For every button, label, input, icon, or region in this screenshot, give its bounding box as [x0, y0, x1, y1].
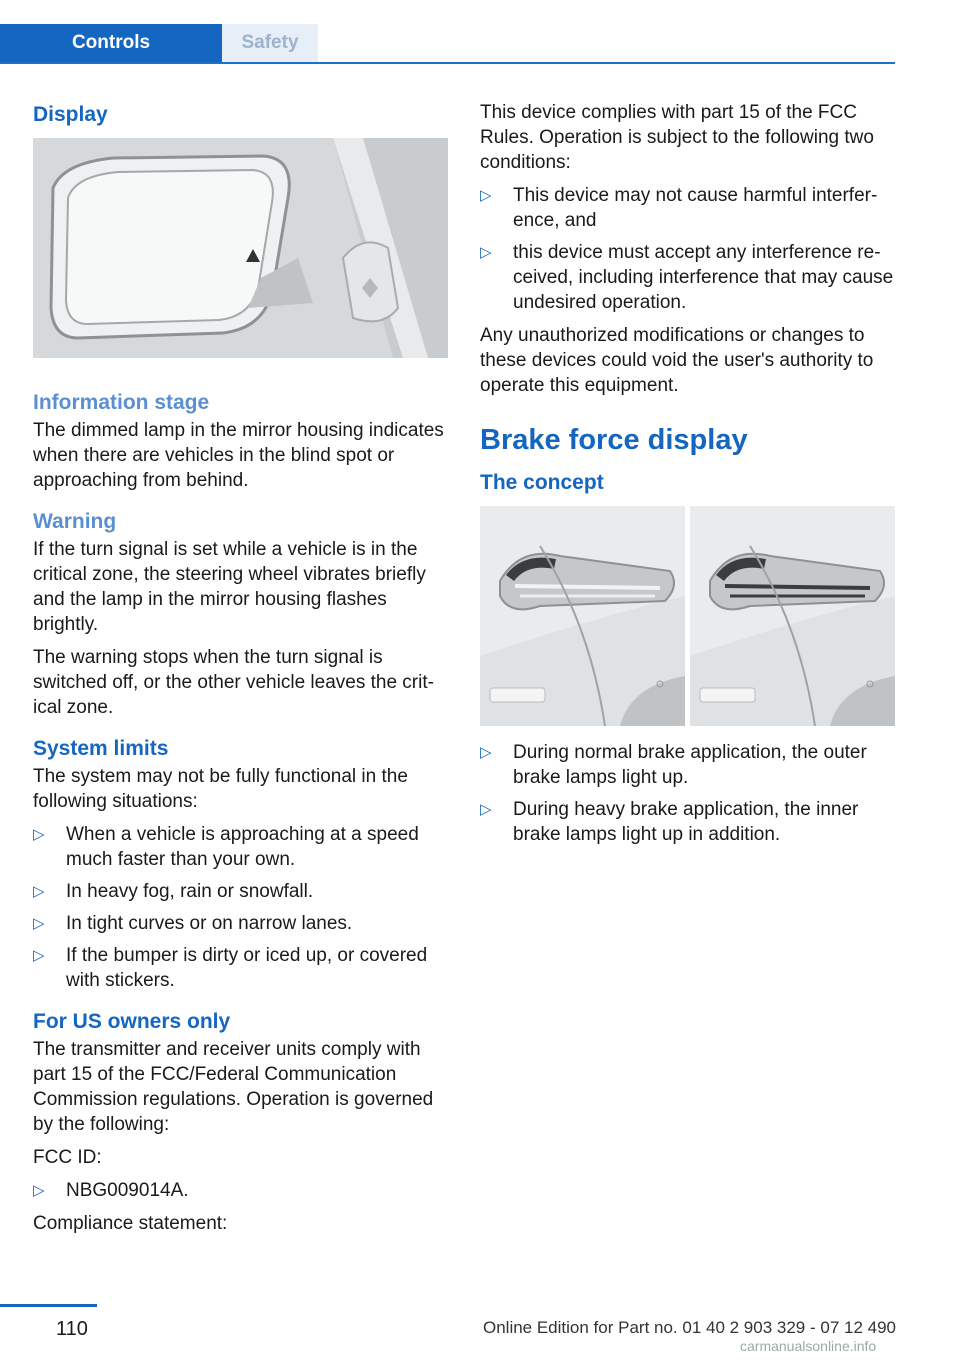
- list-item: ▷ this device must accept any interference received, including interference that may cause undesired operation.: [480, 242, 894, 313]
- bullet-triangle-icon: ▷: [33, 915, 45, 932]
- system-limits-intro: The system may not be fully functional in the following situations:: [33, 766, 408, 812]
- fcc-id-list: [33, 1178, 448, 1203]
- display-heading: Display: [33, 103, 108, 126]
- system-limits-list: [33, 822, 448, 993]
- bullet-triangle-icon: ▷: [33, 947, 45, 964]
- list-item: ▷ In tight curves or on narrow lanes.: [33, 913, 353, 934]
- bullet-triangle-icon: ▷: [480, 187, 492, 204]
- list-item: ▷ During normal brake application, the outer brake lamps light up.: [480, 742, 867, 788]
- list-item: ▷ NBG009014A.: [33, 1180, 189, 1201]
- mirror-illustration: [33, 138, 448, 358]
- brake-normal-image: [480, 506, 685, 726]
- tab-safety[interactable]: Safety: [222, 24, 318, 62]
- modifications-text: Any unauthorized modifications or changes to these devices could void the user's authority to operate this equipment.: [480, 325, 874, 396]
- footer-rule: [0, 1304, 97, 1307]
- us-owners-text: The transmitter and receiver units comply with part 15 of the FCC/Federal Communication Commission regulations. Operation is governed by the following:: [33, 1039, 434, 1135]
- fcc-compliance-text: This device complies with part 15 of the FCC Rules. Operation is subject to the following two conditions:: [480, 102, 874, 173]
- fcc-id-label: FCC ID:: [33, 1147, 102, 1168]
- compliance-statement-label: Compliance statement:: [33, 1213, 228, 1234]
- watermark: carmanualsonline.info: [740, 1338, 877, 1354]
- section-tabs: [0, 24, 895, 64]
- us-owners-heading: For US owners only: [33, 1010, 231, 1033]
- warning-heading: Warning: [33, 510, 117, 533]
- bullet-triangle-icon: ▷: [480, 244, 492, 261]
- list-item: ▷ When a vehicle is approaching at a speed much faster than your own.: [33, 824, 419, 870]
- bullet-triangle-icon: ▷: [480, 801, 492, 818]
- information-stage-heading: Information stage: [33, 391, 210, 414]
- list-item: ▷ This device may not cause harmful interference, and: [480, 185, 878, 231]
- bullet-triangle-icon: ▷: [33, 883, 45, 900]
- list-item: ▷ During heavy brake application, the inner brake lamps light up in addition.: [480, 799, 859, 845]
- page-number: 110: [56, 1318, 88, 1340]
- brake-list: [480, 740, 896, 847]
- brake-force-heading: Brake force display: [480, 424, 748, 456]
- brake-lamp-illustrations: [480, 506, 896, 726]
- warning-text-2: The warning stops when the turn signal is switched off, or the other vehicle leaves the critical zone.: [33, 647, 434, 718]
- information-stage-text: The dimmed lamp in the mirror housing indicates when there are vehicles in the blind spot or approaching from behind.: [33, 420, 444, 491]
- bullet-triangle-icon: ▷: [480, 744, 492, 761]
- bullet-triangle-icon: ▷: [33, 826, 45, 843]
- concept-heading: The concept: [480, 471, 604, 494]
- list-item: ▷ In heavy fog, rain or snowfall.: [33, 881, 314, 902]
- mirror-image: [33, 138, 448, 358]
- left-column: [33, 100, 448, 1244]
- fcc-conditions-list: [480, 183, 896, 315]
- tab-controls[interactable]: Controls: [0, 24, 222, 62]
- system-limits-heading: System limits: [33, 737, 169, 760]
- edition-text: Online Edition for Part no. 01 40 2 903 329 - 07 12 490: [482, 1318, 896, 1337]
- brake-heavy-image: [690, 506, 895, 726]
- bullet-triangle-icon: ▷: [33, 1182, 45, 1199]
- list-item: ▷ If the bumper is dirty or iced up, or covered with stickers.: [33, 945, 428, 991]
- warning-text-1: If the turn signal is set while a vehicle is in the critical zone, the steering wheel vibrates briefly and the lamp in the mirror housing flashes brightly.: [33, 539, 426, 635]
- right-column: [480, 100, 896, 855]
